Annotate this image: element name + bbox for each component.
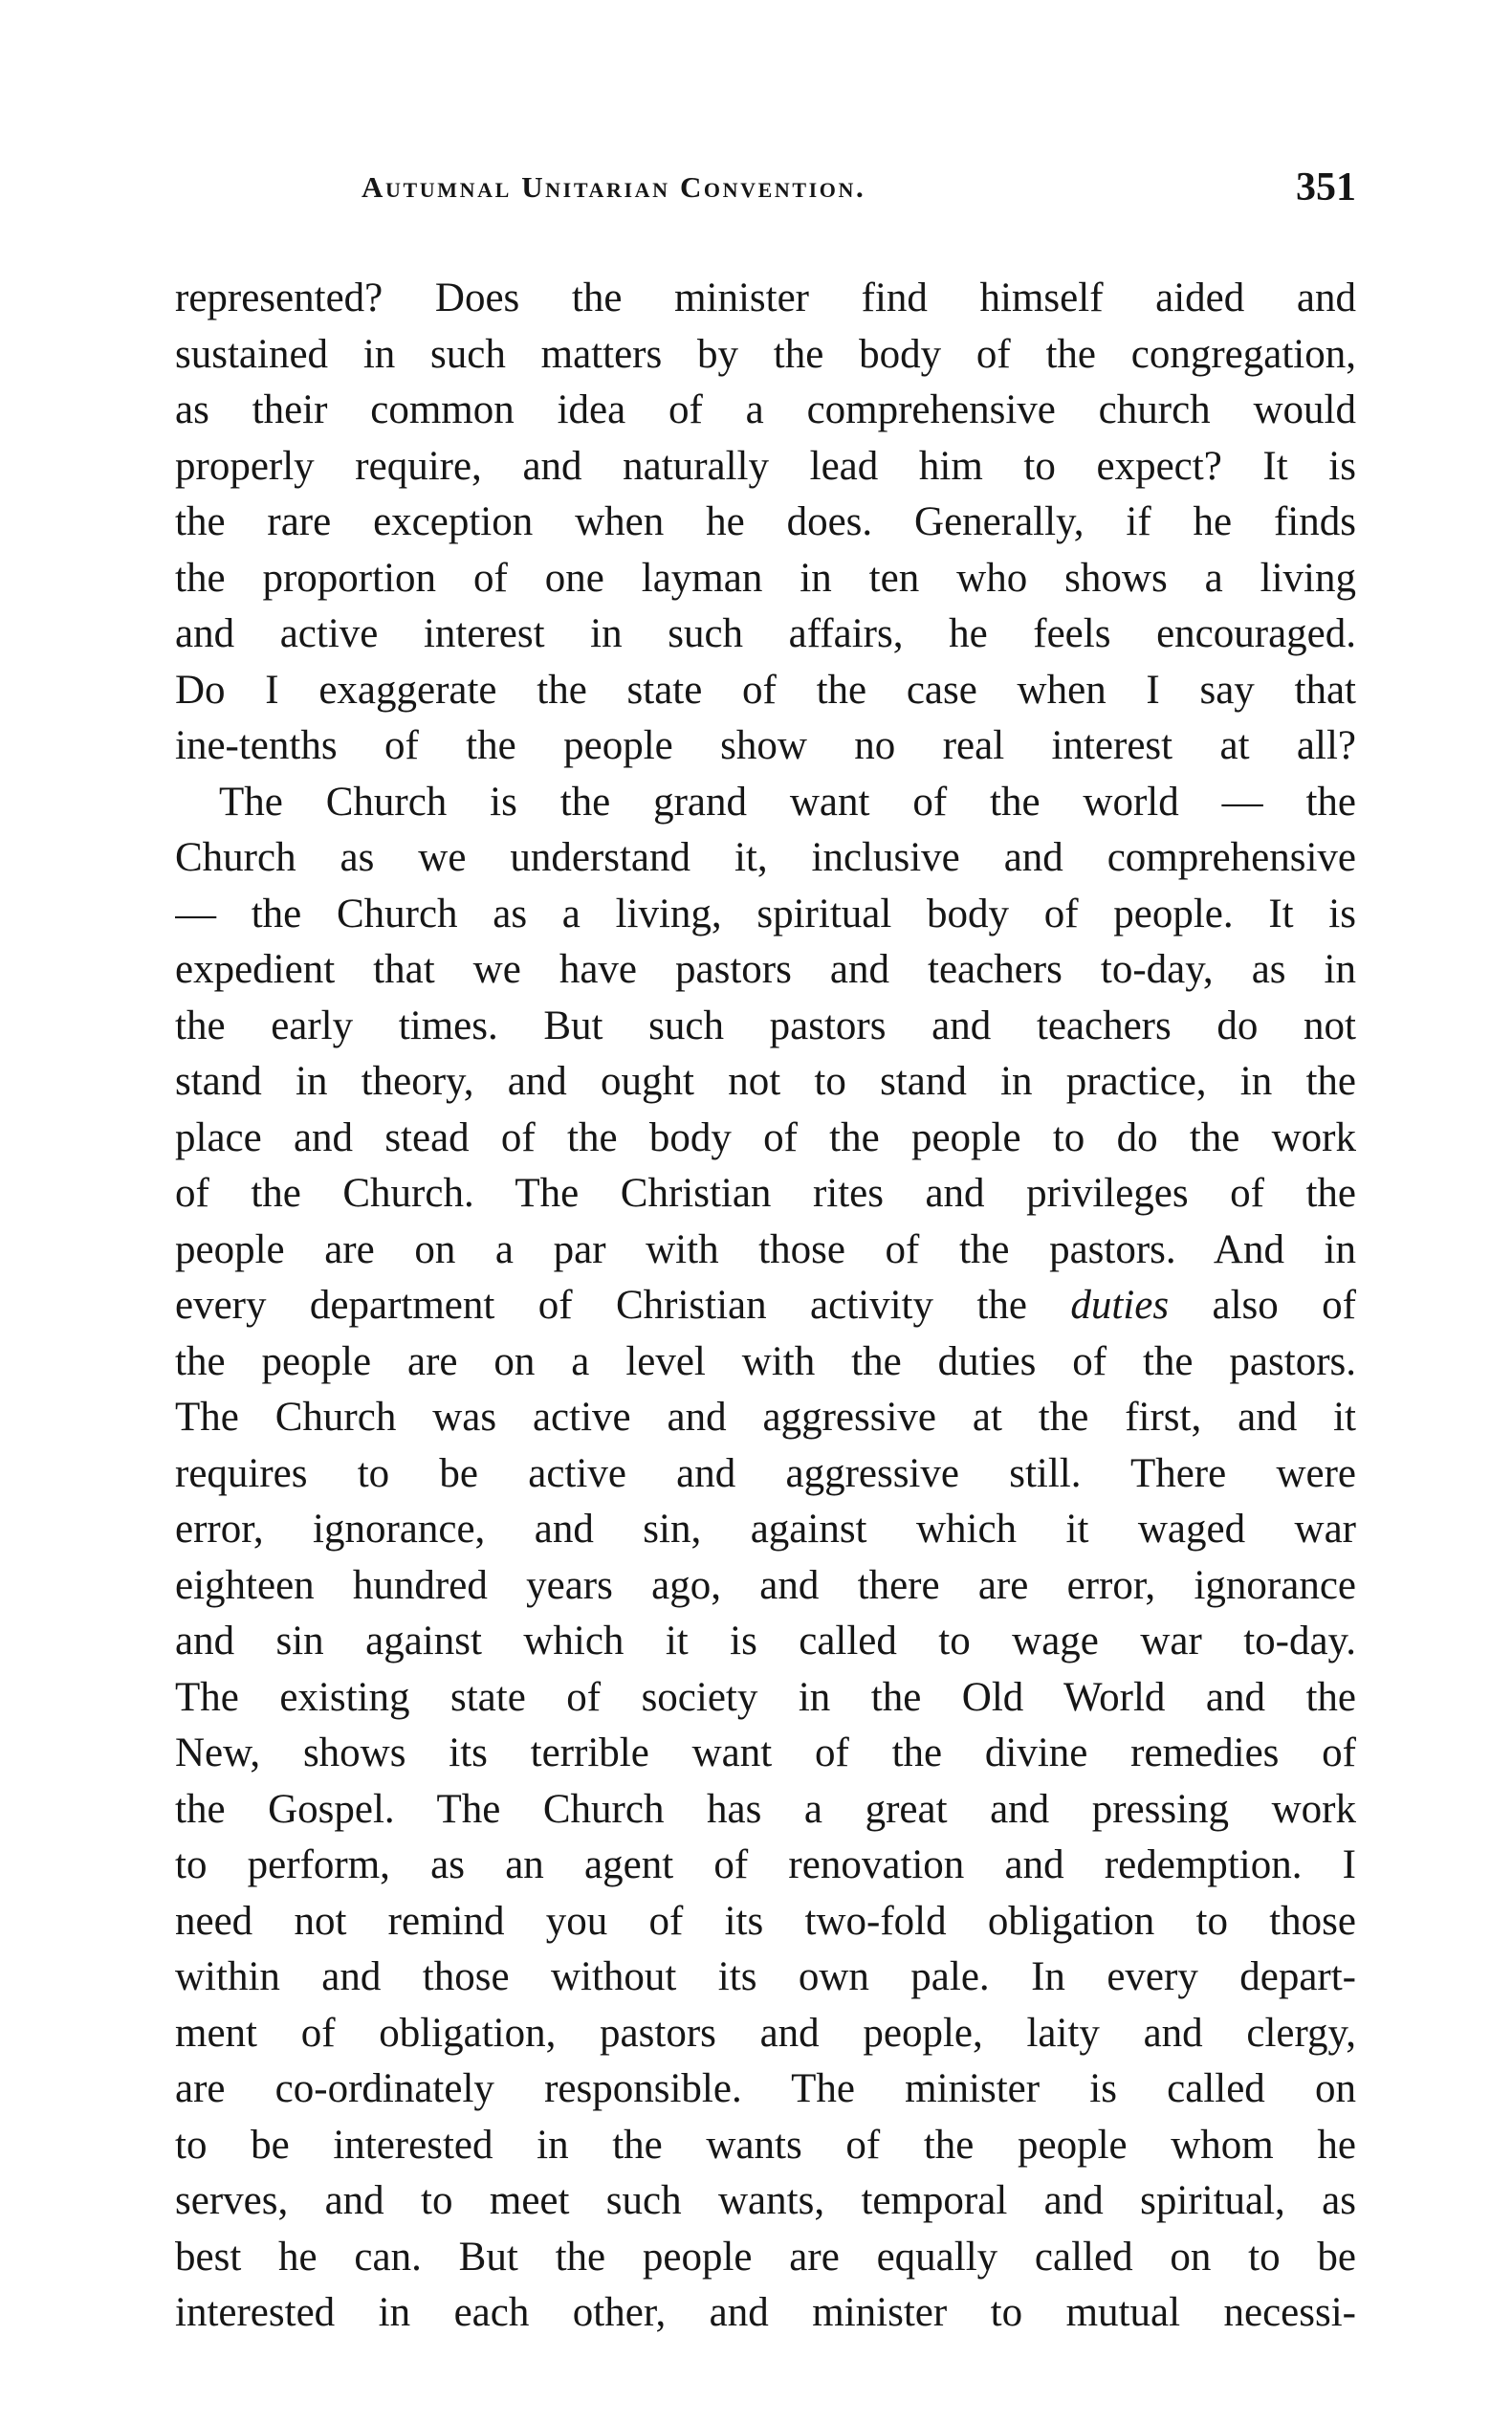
text-line: ine-tenths of the people show no real interest at all? <box>175 723 1356 768</box>
text-segment: every department of Christian activity the <box>175 1283 1027 1328</box>
text-line: Church as we understand it, inclusive and comprehensive <box>175 835 1356 880</box>
body-text <box>175 271 1356 2342</box>
italic-word: duties <box>1070 1283 1170 1328</box>
text-line: need not remind you of its two-fold obligation to those <box>175 1898 1356 1944</box>
text-line: The Church was active and aggressive at the first, and it <box>175 1395 1356 1440</box>
text-line: The existing state of society in the Old World and the <box>175 1674 1356 1720</box>
text-line: the early times. But such pastors and teachers do not <box>175 1003 1356 1048</box>
text-line: the Gospel. The Church has a great and pressing work <box>175 1786 1356 1832</box>
text-line: are co-ordinately responsible. The minister is called on <box>175 2066 1356 2111</box>
running-head <box>175 165 1356 212</box>
text-line: to perform, as an agent of renovation and redemption. I <box>175 1842 1356 1887</box>
text-line: place and stead of the body of the people to do the work <box>175 1114 1356 1160</box>
text-line: ment of obligation, pastors and people, laity and clergy, <box>175 2010 1356 2056</box>
text-line: of the Church. The Christian rites and privileges of the <box>175 1171 1356 1216</box>
page-number: 351 <box>1296 165 1356 209</box>
text-line: represented? Does the minister find himself aided and <box>175 275 1356 320</box>
text-line: serves, and to meet such wants, temporal and spiritual, as <box>175 2178 1356 2223</box>
text-line: requires to be active and aggressive still. There were <box>175 1450 1356 1496</box>
text-line: — the Church as a living, spiritual body of people. It is <box>175 891 1356 937</box>
text-line: as their common idea of a comprehensive church would <box>175 387 1356 432</box>
text-segment: also of <box>1212 1283 1356 1328</box>
text-line-paragraph-start: The Church is the grand want of the world — the <box>219 779 1356 825</box>
text-line: interested in each other, and minister to mutual necessi- <box>175 2290 1356 2335</box>
text-line: expedient that we have pastors and teachers to-day, as in <box>175 947 1356 992</box>
text-line: the people are on a level with the duties of the pastors. <box>175 1338 1356 1384</box>
text-line: within and those without its own pale. In every depart- <box>175 1954 1356 1999</box>
text-line: properly require, and naturally lead him to expect? It is <box>175 443 1356 489</box>
text-line: Do I exaggerate the state of the case when I say that <box>175 667 1356 713</box>
running-title: Autumnal Unitarian Convention. <box>362 170 866 204</box>
text-line: and active interest in such affairs, he feels encouraged. <box>175 611 1356 656</box>
text-line: eighteen hundred years ago, and there are error, ignorance <box>175 1562 1356 1608</box>
text-line: and sin against which it is called to wage war to-day. <box>175 1619 1356 1664</box>
text-line: error, ignorance, and sin, against which it waged war <box>175 1507 1356 1552</box>
text-line: stand in theory, and ought not to stand in practice, in the <box>175 1059 1356 1104</box>
text-line: the proportion of one layman in ten who shows a living <box>175 555 1356 601</box>
text-line: people are on a par with those of the pastors. And in <box>175 1226 1356 1272</box>
text-line: to be interested in the wants of the people whom he <box>175 2122 1356 2168</box>
text-line: the rare exception when he does. Generally, if he finds <box>175 499 1356 544</box>
text-line: best he can. But the people are equally called on to be <box>175 2234 1356 2280</box>
text-line: sustained in such matters by the body of the congregation, <box>175 331 1356 377</box>
text-line: New, shows its terrible want of the divine remedies of <box>175 1730 1356 1775</box>
text-line-with-italic <box>175 1278 1356 1334</box>
